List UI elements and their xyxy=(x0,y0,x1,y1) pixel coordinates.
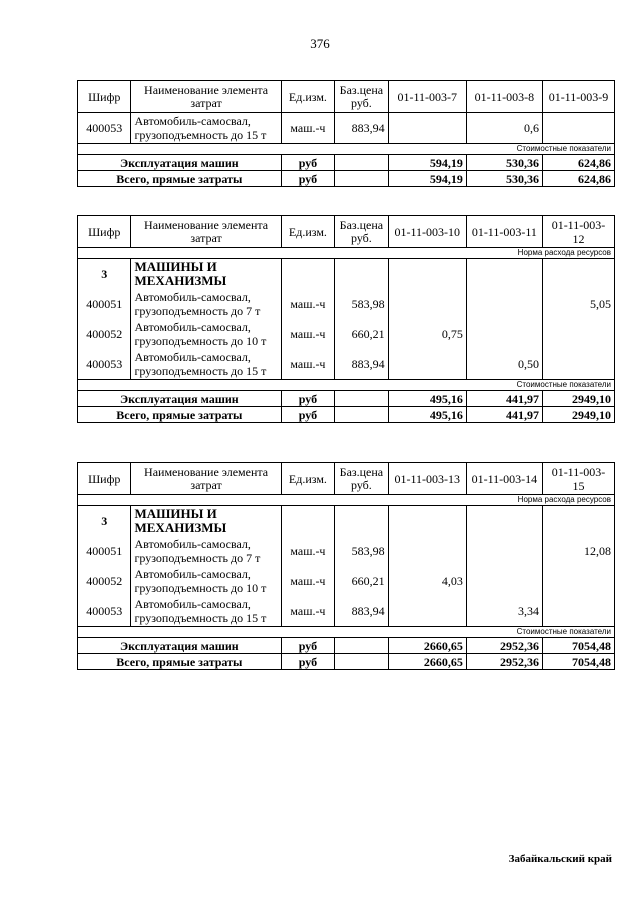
total-value-1: 594,19 xyxy=(388,171,466,187)
table-row xyxy=(78,536,615,566)
row-code: 400051 xyxy=(78,536,131,566)
table-header-row xyxy=(78,81,615,113)
total-row xyxy=(78,171,615,187)
header-col-3: 01-11-003-12 xyxy=(542,216,614,248)
header-code: Шифр xyxy=(78,216,131,248)
total-value-3: 7054,48 xyxy=(542,654,614,670)
operation-value-2: 441,97 xyxy=(466,391,542,407)
group-title: МАШИНЫ И МЕХАНИЗМЫ xyxy=(131,506,281,537)
row-unit: маш.-ч xyxy=(281,289,334,319)
operation-value-3: 624,86 xyxy=(542,155,614,171)
row-value-3 xyxy=(542,596,614,627)
operation-label: Эксплуатация машин xyxy=(78,638,282,654)
row-code: 400053 xyxy=(78,349,131,380)
row-value-1 xyxy=(388,596,466,627)
table-row xyxy=(78,289,615,319)
total-unit: руб xyxy=(281,171,334,187)
group-title: МАШИНЫ И МЕХАНИЗМЫ xyxy=(131,259,281,290)
estimate-table-1 xyxy=(77,80,615,187)
total-unit: руб xyxy=(281,407,334,423)
estimate-table-2 xyxy=(77,215,615,423)
row-price: 883,94 xyxy=(335,596,388,627)
row-name: Автомобиль-самосвал, грузоподъемность до 7 т xyxy=(131,536,281,566)
table-row xyxy=(78,113,615,144)
row-price: 660,21 xyxy=(335,566,388,596)
norm-section-row xyxy=(78,495,615,506)
row-value-1 xyxy=(388,349,466,380)
cost-section-row xyxy=(78,144,615,155)
row-code: 400051 xyxy=(78,289,131,319)
row-value-3: 5,05 xyxy=(542,289,614,319)
row-price: 583,98 xyxy=(335,536,388,566)
row-name: Автомобиль-самосвал, грузоподъемность до 15 т xyxy=(131,113,281,144)
row-unit: маш.-ч xyxy=(281,596,334,627)
row-name: Автомобиль-самосвал, грузоподъемность до 10 т xyxy=(131,319,281,349)
operation-unit: руб xyxy=(281,638,334,654)
header-col-3: 01-11-003-15 xyxy=(542,463,614,495)
row-value-3 xyxy=(542,349,614,380)
cost-section-label: Стоимостные показатели xyxy=(78,144,615,155)
row-value-2 xyxy=(466,536,542,566)
operation-row xyxy=(78,391,615,407)
total-value-1: 495,16 xyxy=(388,407,466,423)
row-value-2: 3,34 xyxy=(466,596,542,627)
cost-section-row xyxy=(78,627,615,638)
norm-section-label: Норма расхода ресурсов xyxy=(78,248,615,259)
header-col-1: 01-11-003-10 xyxy=(388,216,466,248)
group-code: 3 xyxy=(78,506,131,537)
total-value-2: 2952,36 xyxy=(466,654,542,670)
norm-section-row xyxy=(78,248,615,259)
row-name: Автомобиль-самосвал, грузоподъемность до 7 т xyxy=(131,289,281,319)
table-row xyxy=(78,566,615,596)
header-col-1: 01-11-003-7 xyxy=(388,81,466,113)
row-price: 883,94 xyxy=(335,349,388,380)
header-base-price: Баз.цена руб. xyxy=(335,463,388,495)
norm-section-label: Норма расхода ресурсов xyxy=(78,495,615,506)
header-base-price: Баз.цена руб. xyxy=(335,216,388,248)
table-row xyxy=(78,596,615,627)
header-code: Шифр xyxy=(78,463,131,495)
total-value-1: 2660,65 xyxy=(388,654,466,670)
operation-unit: руб xyxy=(281,155,334,171)
total-label: Всего, прямые затраты xyxy=(78,407,282,423)
total-value-3: 2949,10 xyxy=(542,407,614,423)
operation-value-2: 2952,36 xyxy=(466,638,542,654)
row-unit: маш.-ч xyxy=(281,349,334,380)
header-col-2: 01-11-003-11 xyxy=(466,216,542,248)
footer-region: Забайкальский край xyxy=(508,853,612,865)
header-base-price: Баз.цена руб. xyxy=(335,81,388,113)
header-name: Наименование элемента затрат xyxy=(131,216,281,248)
row-value-2 xyxy=(466,566,542,596)
total-value-2: 530,36 xyxy=(466,171,542,187)
row-value-3 xyxy=(542,566,614,596)
cost-section-label: Стоимостные показатели xyxy=(78,627,615,638)
row-value-1 xyxy=(388,536,466,566)
operation-unit: руб xyxy=(281,391,334,407)
operation-row xyxy=(78,638,615,654)
row-value-2 xyxy=(466,319,542,349)
row-unit: маш.-ч xyxy=(281,536,334,566)
header-code: Шифр xyxy=(78,81,131,113)
total-label: Всего, прямые затраты xyxy=(78,654,282,670)
table-header-row xyxy=(78,216,615,248)
row-name: Автомобиль-самосвал, грузоподъемность до 15 т xyxy=(131,596,281,627)
total-row xyxy=(78,654,615,670)
operation-value-3: 2949,10 xyxy=(542,391,614,407)
row-unit: маш.-ч xyxy=(281,566,334,596)
total-value-3: 624,86 xyxy=(542,171,614,187)
page-number: 376 xyxy=(310,36,330,51)
group-row xyxy=(78,506,615,537)
operation-value-1: 2660,65 xyxy=(388,638,466,654)
row-unit: маш.-ч xyxy=(281,113,334,144)
operation-label: Эксплуатация машин xyxy=(78,155,282,171)
operation-row xyxy=(78,155,615,171)
row-value-3 xyxy=(542,113,614,144)
row-unit: маш.-ч xyxy=(281,319,334,349)
header-col-2: 01-11-003-8 xyxy=(466,81,542,113)
header-col-3: 01-11-003-9 xyxy=(542,81,614,113)
row-value-1 xyxy=(388,289,466,319)
estimate-table-3 xyxy=(77,462,615,670)
operation-value-2: 530,36 xyxy=(466,155,542,171)
header-unit: Ед.изм. xyxy=(281,81,334,113)
header-unit: Ед.изм. xyxy=(281,216,334,248)
group-code: 3 xyxy=(78,259,131,290)
row-code: 400053 xyxy=(78,113,131,144)
row-value-1: 0,75 xyxy=(388,319,466,349)
total-unit: руб xyxy=(281,654,334,670)
operation-value-3: 7054,48 xyxy=(542,638,614,654)
row-code: 400053 xyxy=(78,596,131,627)
row-value-2: 0,6 xyxy=(466,113,542,144)
row-code: 400052 xyxy=(78,566,131,596)
row-price: 660,21 xyxy=(335,319,388,349)
row-value-2: 0,50 xyxy=(466,349,542,380)
operation-value-1: 594,19 xyxy=(388,155,466,171)
row-value-3 xyxy=(542,319,614,349)
header-col-1: 01-11-003-13 xyxy=(388,463,466,495)
row-value-1 xyxy=(388,113,466,144)
table-row xyxy=(78,349,615,380)
header-name: Наименование элемента затрат xyxy=(131,463,281,495)
total-row xyxy=(78,407,615,423)
total-value-2: 441,97 xyxy=(466,407,542,423)
operation-label: Эксплуатация машин xyxy=(78,391,282,407)
table-header-row xyxy=(78,463,615,495)
group-row xyxy=(78,259,615,290)
row-code: 400052 xyxy=(78,319,131,349)
cost-section-label: Стоимостные показатели xyxy=(78,380,615,391)
row-price: 583,98 xyxy=(335,289,388,319)
row-value-2 xyxy=(466,289,542,319)
header-name: Наименование элемента затрат xyxy=(131,81,281,113)
row-name: Автомобиль-самосвал, грузоподъемность до 10 т xyxy=(131,566,281,596)
cost-section-row xyxy=(78,380,615,391)
row-price: 883,94 xyxy=(335,113,388,144)
header-unit: Ед.изм. xyxy=(281,463,334,495)
row-name: Автомобиль-самосвал, грузоподъемность до 15 т xyxy=(131,349,281,380)
row-value-3: 12,08 xyxy=(542,536,614,566)
table-row xyxy=(78,319,615,349)
row-value-1: 4,03 xyxy=(388,566,466,596)
header-col-2: 01-11-003-14 xyxy=(466,463,542,495)
operation-value-1: 495,16 xyxy=(388,391,466,407)
total-label: Всего, прямые затраты xyxy=(78,171,282,187)
